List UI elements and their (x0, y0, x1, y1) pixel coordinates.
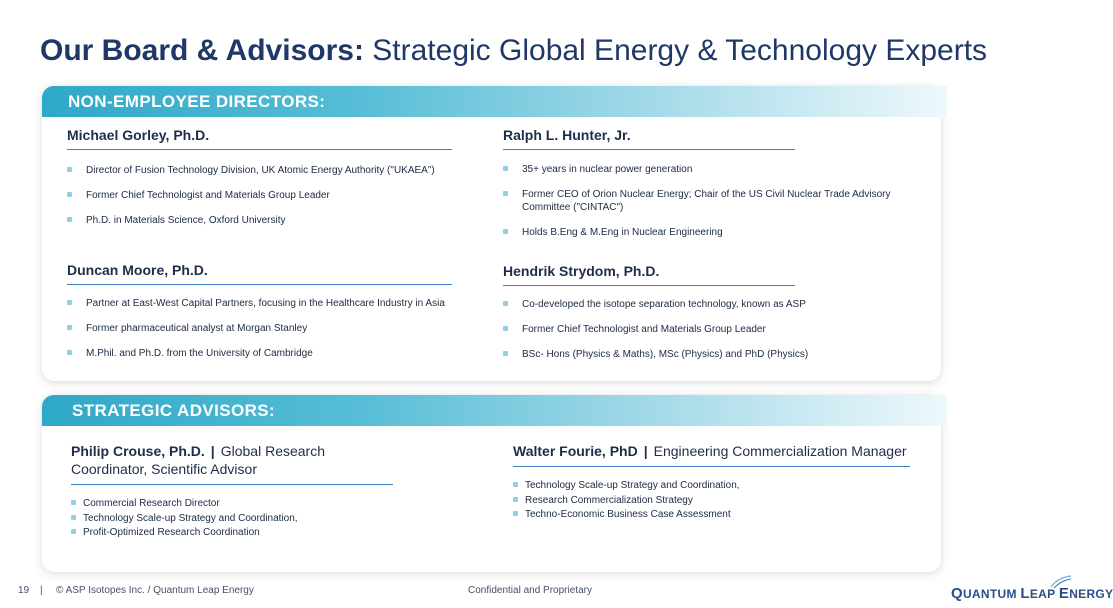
list-item: Partner at East-West Capital Partners, focusing in the Healthcare Industry in Asia (67, 297, 487, 310)
bullet-icon (503, 229, 508, 234)
logo-swoosh-icon (1050, 575, 1072, 589)
person-name: Ralph L. Hunter, Jr. (503, 127, 795, 150)
list-item: Co-developed the isotope separation technology, known as ASP (503, 298, 923, 311)
list-item: Technology Scale-up Strategy and Coordination, (513, 479, 910, 492)
bullet-list (67, 164, 452, 227)
bullet-icon (71, 500, 76, 505)
director-duncan-moore (67, 262, 452, 285)
list-item: Director of Fusion Technology Division, UK Atomic Energy Authority ("UKAEA") (67, 164, 452, 177)
list-item: Research Commercialization Strategy (513, 494, 910, 507)
page-title (40, 34, 987, 68)
bullet-icon (513, 511, 518, 516)
person-name: Michael Gorley, Ph.D. (67, 127, 452, 150)
list-item: Former Chief Technologist and Materials Group Leader (67, 189, 452, 202)
person-name: Philip Crouse, Ph.D. | Global Research Coordinator, Scientific Advisor (71, 442, 393, 485)
footer-confidential: Confidential and Proprietary (468, 585, 592, 596)
list-item: Holds B.Eng & M.Eng in Nuclear Engineering (503, 226, 923, 239)
advisors-card (42, 395, 941, 572)
person-name: Hendrik Strydom, Ph.D. (503, 263, 795, 286)
list-item: Former CEO of Orion Nuclear Energy; Chair of the US Civil Nuclear Trade Advisory Committee ("CINTAC") (503, 188, 923, 214)
person-name: Walter Fourie, PhD | Engineering Commercialization Manager (513, 442, 910, 467)
bullet-icon (513, 482, 518, 487)
bullet-list (503, 163, 923, 251)
director-michael-gorley (67, 127, 452, 239)
bullet-icon (67, 300, 72, 305)
bullet-list (71, 497, 393, 539)
bullet-icon (71, 529, 76, 534)
list-item: Profit-Optimized Research Coordination (71, 526, 393, 539)
bullet-icon (67, 217, 72, 222)
list-item: Commercial Research Director (71, 497, 393, 510)
bullet-list (513, 479, 910, 521)
advisor-walter-fourie (513, 442, 910, 523)
director-ralph-hunter (503, 127, 795, 150)
bullet-icon (503, 351, 508, 356)
bullet-icon (67, 167, 72, 172)
list-item: M.Phil. and Ph.D. from the University of Cambridge (67, 347, 487, 360)
list-item: BSc- Hons (Physics & Maths), MSc (Physics) and PhD (Physics) (503, 348, 923, 361)
person-name: Duncan Moore, Ph.D. (67, 262, 452, 285)
list-item: Former Chief Technologist and Materials Group Leader (503, 323, 923, 336)
list-item: Techno-Economic Business Case Assessment (513, 508, 910, 521)
list-item: 35+ years in nuclear power generation (503, 163, 923, 176)
page-title-rest: Strategic Global Energy & Technology Experts (372, 34, 988, 67)
footer-divider: | (40, 585, 43, 596)
list-item: Ph.D. in Materials Science, Oxford University (67, 214, 452, 227)
bullet-icon (503, 191, 508, 196)
bullet-icon (67, 350, 72, 355)
bullet-icon (503, 326, 508, 331)
bullet-icon (503, 301, 508, 306)
advisors-banner: STRATEGIC ADVISORS: (42, 395, 947, 426)
list-item: Technology Scale-up Strategy and Coordination, (71, 512, 393, 525)
bullet-icon (67, 192, 72, 197)
bullet-icon (503, 166, 508, 171)
advisor-philip-crouse (71, 442, 393, 541)
directors-card (42, 86, 941, 381)
list-item: Former pharmaceutical analyst at Morgan Stanley (67, 322, 487, 335)
bullet-list (503, 298, 923, 373)
bullet-icon (513, 497, 518, 502)
bullet-icon (67, 325, 72, 330)
directors-banner: NON-EMPLOYEE DIRECTORS: (42, 86, 947, 117)
footer-copyright: © ASP Isotopes Inc. / Quantum Leap Energy (56, 585, 254, 596)
bullet-list (67, 297, 487, 372)
bullet-icon (71, 515, 76, 520)
page-title-bold: Our Board & Advisors: (40, 34, 364, 67)
director-hendrik-strydom (503, 263, 795, 286)
page-number: 19 (18, 585, 30, 596)
quantum-leap-energy-logo: QUANTUM LEAP ENERGY (951, 585, 1113, 602)
